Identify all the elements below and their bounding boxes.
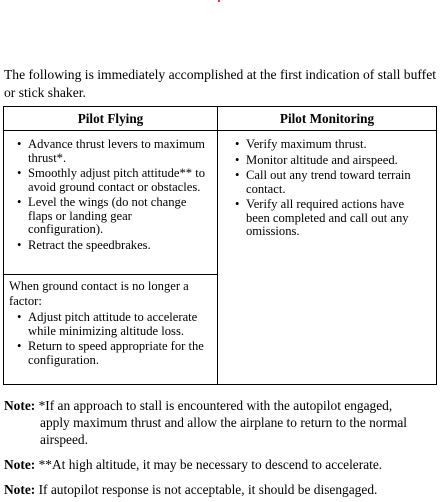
bullet-icon: • bbox=[17, 137, 22, 151]
list-item: • Retract the speedbrakes. bbox=[17, 237, 151, 252]
list-item: • Advance thrust levers to maximum thrust*. bbox=[17, 137, 205, 165]
procedure-table bbox=[3, 106, 437, 385]
note-label: Note: bbox=[4, 398, 36, 413]
ground-contact-actions bbox=[4, 275, 217, 367]
list-item: • Adjust pitch attitude to accelerate while minimizing altitude loss. bbox=[17, 310, 198, 338]
bullet-icon: • bbox=[235, 197, 240, 211]
list-item: • Monitor altitude and airspeed. bbox=[235, 152, 398, 167]
note-high-altitude: Note: **At high altitude, it may be necessary to descend to accelerate. bbox=[4, 457, 383, 472]
note-autopilot-response: Note: If autopilot response is not acceptable, it should be disengaged. bbox=[4, 482, 378, 497]
note-label: Note: bbox=[4, 457, 36, 472]
bullet-icon: • bbox=[17, 339, 22, 353]
intro-text: The following is immediately accomplished at the first indication of stall buffet or stick shaker. bbox=[4, 67, 436, 100]
ground-contact-text: When ground contact is no longer a factor: bbox=[9, 279, 189, 308]
list-item: • Verify all required actions have been completed and call out any omissions. bbox=[235, 197, 409, 238]
bullet-icon: • bbox=[17, 166, 22, 180]
note-label: Note: bbox=[4, 482, 36, 497]
bullet-icon: • bbox=[235, 168, 240, 182]
list-item: • Verify maximum thrust. bbox=[235, 137, 367, 151]
note-autopilot-engaged: Note: *If an approach to stall is encountered with the autopilot engaged, apply maximum thrust and allow the airplane to return to the normal airspeed. bbox=[4, 398, 408, 447]
list-item: • Return to speed appropriate for the configuration. bbox=[17, 339, 204, 367]
list-item: • Smoothly adjust pitch attitude** to avoid ground contact or obstacles. bbox=[17, 166, 206, 194]
pilot-flying-actions bbox=[4, 131, 217, 275]
header-pilot-flying: Pilot Flying bbox=[4, 107, 217, 131]
bullet-icon: • bbox=[235, 137, 240, 151]
list-item: • Level the wings (do not change flaps or landing gear configuration). bbox=[17, 195, 187, 236]
header-pilot-monitoring: Pilot Monitoring bbox=[218, 107, 436, 131]
pilot-flying-column bbox=[4, 107, 218, 384]
list-item: • Call out any trend toward terrain contact. bbox=[235, 168, 411, 196]
bullet-icon: • bbox=[17, 195, 22, 209]
bullet-icon: • bbox=[235, 152, 240, 167]
bullet-icon: • bbox=[17, 310, 22, 324]
red-mark bbox=[218, 0, 220, 2]
pilot-monitoring-column bbox=[218, 107, 436, 384]
bullet-icon: • bbox=[17, 237, 22, 252]
pilot-monitoring-actions bbox=[218, 131, 436, 239]
